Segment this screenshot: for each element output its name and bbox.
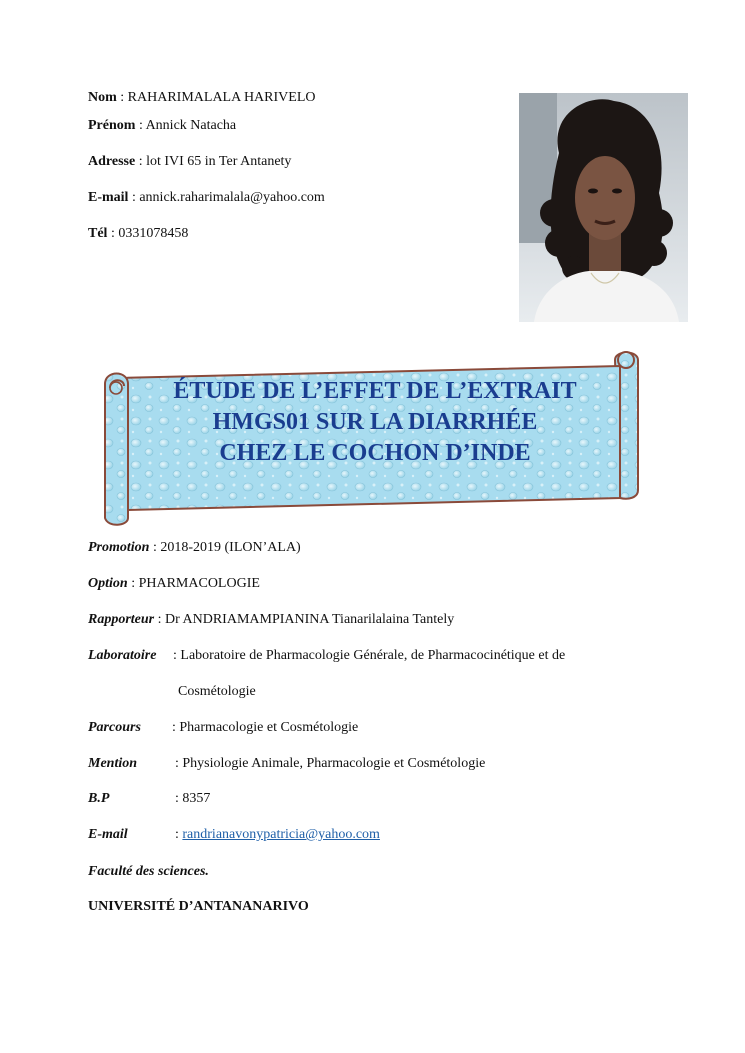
mention-value: Physiologie Animale, Pharmacologie et Cosmétologie — [182, 756, 486, 771]
parcours-label-text: Parcours — [88, 720, 141, 735]
laboratoire-value-1: Laboratoire de Pharmacologie Générale, de Pharmacocinétique et de — [180, 648, 566, 663]
prenom-value: Annick Natacha — [145, 118, 237, 133]
option-value: PHARMACOLOGIE — [138, 576, 260, 591]
contact-email-label — [88, 826, 128, 844]
rapporteur-line: Rapporteur : Dr ANDRIAMAMPIANINA Tianarilalaina Tantely — [88, 612, 455, 627]
contact-email-link[interactable]: randrianavonypatricia@yahoo.com — [182, 827, 380, 842]
parcours-value: Pharmacologie et Cosmétologie — [179, 720, 359, 735]
contact-email-label-text: E-mail — [88, 827, 128, 842]
email-line: E-mail : annick.raharimalala@yahoo.com — [88, 190, 325, 205]
title-line-2: HMGS01 SUR LA DIARRHÉE — [212, 409, 538, 435]
laboratoire-value-2: Cosmétologie — [178, 684, 256, 699]
tel-line: Tél : 0331078458 — [88, 226, 189, 241]
bp-label-text: B.P — [88, 791, 110, 806]
mention-label-text: Mention — [88, 756, 138, 771]
promotion-value: 2018-2019 (ILON’ALA) — [160, 540, 301, 555]
tel-label: Tél — [88, 226, 108, 241]
prenom-line: Prénom : Annick Natacha — [88, 118, 237, 133]
option-line: Option : PHARMACOLOGIE — [88, 576, 260, 591]
email-value: annick.raharimalala@yahoo.com — [139, 190, 325, 205]
email-label: E-mail — [88, 190, 129, 205]
tel-value: 0331078458 — [118, 226, 189, 241]
thesis-title — [140, 376, 610, 469]
option-label: Option — [88, 576, 128, 591]
mention-value-line: : Physiologie Animale, Pharmacologie et Cosmétologie — [175, 756, 486, 771]
faculte-line: Faculté des sciences. — [88, 864, 209, 879]
laboratoire-value-line-1: : Laboratoire de Pharmacologie Générale, de Pharmacocinétique et de — [173, 648, 566, 663]
title-banner — [100, 348, 645, 528]
bp-value-line: : 8357 — [175, 791, 211, 806]
mention-label — [88, 755, 137, 773]
title-line-1: ÉTUDE DE L’EFFET DE L’EXTRAIT — [173, 378, 577, 404]
rapporteur-label: Rapporteur — [88, 612, 155, 627]
laboratoire-label-text: Laboratoire — [88, 648, 157, 663]
adresse-label: Adresse — [88, 154, 136, 169]
adresse-value: lot IVI 65 in Ter Antanety — [146, 154, 292, 169]
adresse-line: Adresse : lot IVI 65 in Ter Antanety — [88, 154, 292, 169]
nom-line: Nom : RAHARIMALALA HARIVELO — [88, 90, 316, 105]
portrait-photo — [519, 93, 688, 322]
parcours-label — [88, 719, 141, 737]
bp-value: 8357 — [182, 791, 211, 806]
promotion-line: Promotion : 2018-2019 (ILON’ALA) — [88, 540, 301, 555]
laboratoire-label — [88, 647, 156, 665]
portrait-icon — [519, 93, 688, 322]
parcours-value-line: : Pharmacologie et Cosmétologie — [172, 720, 359, 735]
nom-value: RAHARIMALALA HARIVELO — [127, 90, 316, 105]
promotion-label: Promotion — [88, 540, 150, 555]
nom-label: Nom — [88, 90, 117, 105]
bp-label — [88, 790, 109, 808]
prenom-label: Prénom — [88, 118, 136, 133]
title-line-3: CHEZ LE COCHON D’INDE — [219, 440, 531, 466]
rapporteur-value: Dr ANDRIAMAMPIANINA Tianarilalaina Tantely — [165, 612, 455, 627]
universite-line: UNIVERSITÉ D’ANTANANARIVO — [88, 899, 309, 914]
laboratoire-value-line-2 — [178, 683, 256, 701]
contact-email-value-line: : randrianavonypatricia@yahoo.com — [175, 827, 380, 842]
